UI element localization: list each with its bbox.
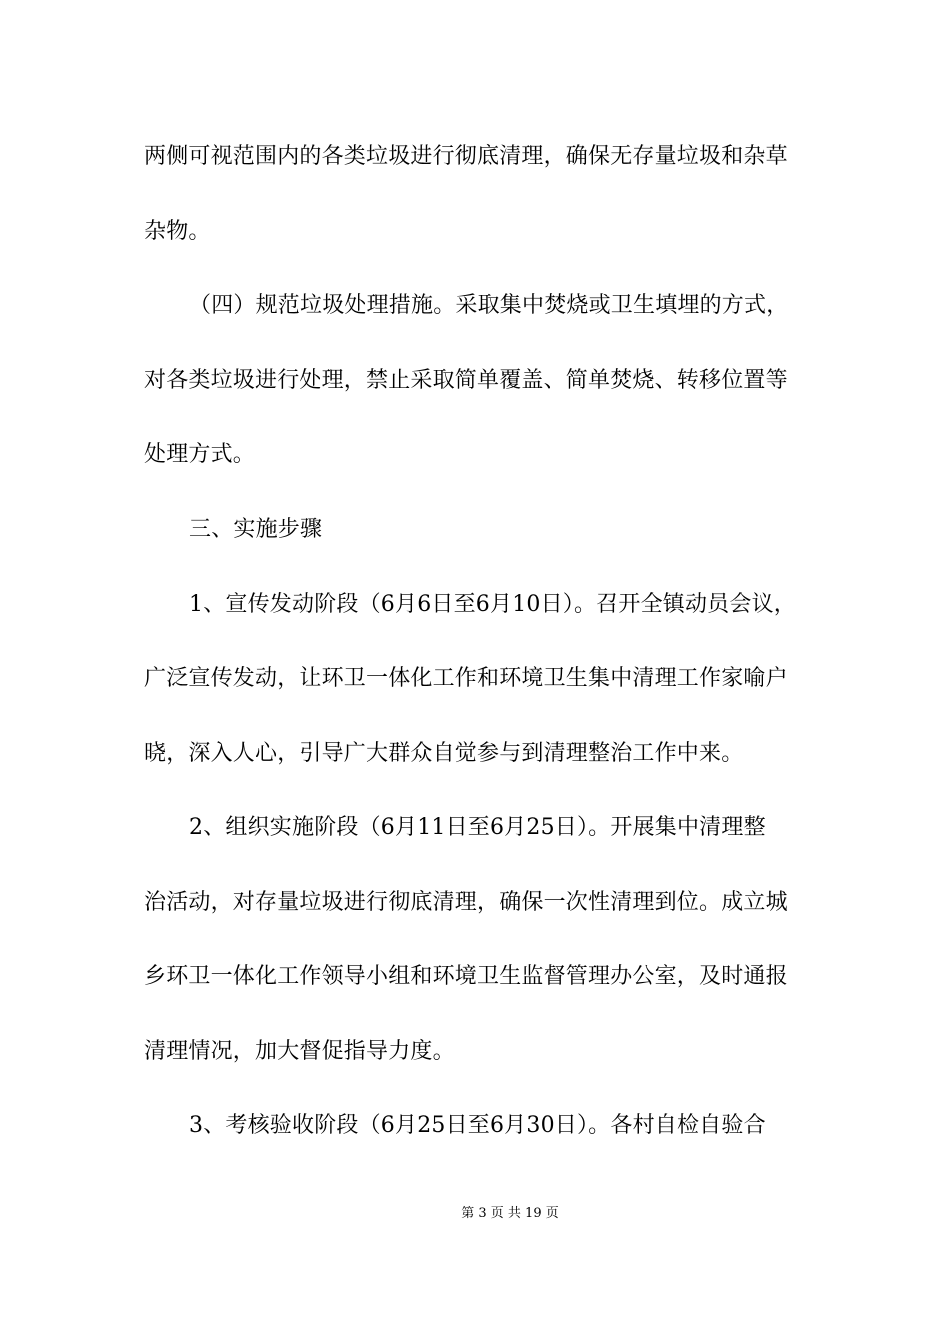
- text-line-13: 清理情况，加大督促指导力度。: [144, 1039, 455, 1064]
- text-line-9: 晓，深入人心，引导广大群众自觉参与到清理整治工作中来。: [144, 741, 744, 766]
- section-heading: 三、实施步骤: [189, 517, 323, 542]
- text-line-7: 1、宣传发动阶段（6月6日至6月10日）。召开全镇动员会议，: [189, 592, 796, 617]
- text-line-14: 3、考核验收阶段（6月25日至6月30日）。各村自检自验合: [189, 1113, 766, 1138]
- text-line-8: 广泛宣传发动，让环卫一体化工作和环境卫生集中清理工作家喻户: [144, 666, 788, 691]
- text-line-1: 两侧可视范围内的各类垃圾进行彻底清理，确保无存量垃圾和杂草: [144, 144, 788, 169]
- page-footer: 第 3 页 共 19 页: [461, 1206, 559, 1221]
- text-line-3: （四）规范垃圾处理措施。采取集中焚烧或卫生填埋的方式，: [189, 293, 789, 318]
- text-line-12: 乡环卫一体化工作领导小组和环境卫生监督管理办公室，及时通报: [144, 964, 788, 989]
- text-line-11: 治活动，对存量垃圾进行彻底清理，确保一次性清理到位。成立城: [144, 890, 788, 915]
- text-line-4: 对各类垃圾进行处理，禁止采取简单覆盖、简单焚烧、转移位置等: [144, 368, 788, 393]
- text-line-2: 杂物。: [144, 219, 211, 244]
- text-line-5: 处理方式。: [144, 442, 256, 467]
- text-line-10: 2、组织实施阶段（6月11日至6月25日）。开展集中清理整: [189, 815, 766, 840]
